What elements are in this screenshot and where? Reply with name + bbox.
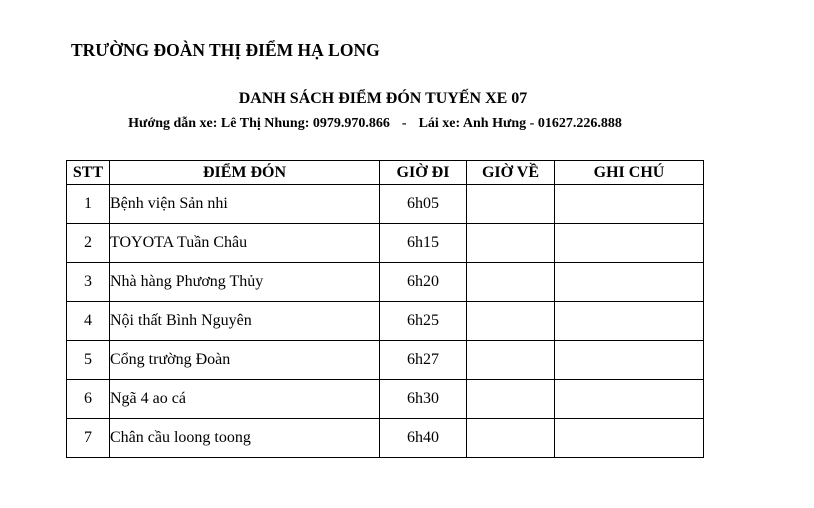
table-row	[67, 302, 704, 341]
note-cell	[555, 224, 704, 263]
depart-time: 6h15	[380, 224, 467, 263]
row-number: 4	[67, 302, 110, 341]
return-time	[467, 380, 555, 419]
return-time	[467, 263, 555, 302]
column-header-note: GHI CHÚ	[555, 161, 704, 185]
depart-time: 6h30	[380, 380, 467, 419]
note-cell	[555, 419, 704, 458]
note-cell	[555, 263, 704, 302]
stop-name: Cổng trường Đoàn	[110, 341, 380, 380]
column-header-depart-time: GIỜ ĐI	[380, 161, 467, 185]
return-time	[467, 341, 555, 380]
contact-separator: -	[401, 116, 407, 131]
row-number: 6	[67, 380, 110, 419]
table-row	[67, 419, 704, 458]
return-time	[467, 302, 555, 341]
note-cell	[555, 341, 704, 380]
column-header-stt: STT	[67, 161, 110, 185]
depart-time: 6h20	[380, 263, 467, 302]
depart-time: 6h25	[380, 302, 467, 341]
stop-name: Nội thất Bình Nguyên	[110, 302, 380, 341]
route-contact-line	[0, 116, 750, 132]
table-row	[67, 185, 704, 224]
table-header-row	[67, 161, 704, 185]
row-number: 3	[67, 263, 110, 302]
depart-time: 6h40	[380, 419, 467, 458]
stop-name: Nhà hàng Phương Thủy	[110, 263, 380, 302]
column-header-return-time: GIỜ VỀ	[467, 161, 555, 185]
guide-contact: Hướng dẫn xe: Lê Thị Nhung: 0979.970.866	[128, 116, 390, 131]
row-number: 7	[67, 419, 110, 458]
stop-name: Bệnh viện Sản nhi	[110, 185, 380, 224]
depart-time: 6h05	[380, 185, 467, 224]
organization-title: TRƯỜNG ĐOÀN THỊ ĐIỂM HẠ LONG	[71, 40, 380, 60]
document-title: DANH SÁCH ĐIỂM ĐÓN TUYẾN XE 07	[238, 90, 528, 107]
row-number: 1	[67, 185, 110, 224]
note-cell	[555, 185, 704, 224]
depart-time: 6h27	[380, 341, 467, 380]
note-cell	[555, 380, 704, 419]
table-row	[67, 341, 704, 380]
table-row	[67, 224, 704, 263]
row-number: 5	[67, 341, 110, 380]
driver-contact: Lái xe: Anh Hưng - 01627.226.888	[418, 116, 622, 131]
stop-name: TOYOTA Tuần Châu	[110, 224, 380, 263]
row-number: 2	[67, 224, 110, 263]
column-header-stop: ĐIỂM ĐÓN	[110, 161, 380, 185]
table-row	[67, 263, 704, 302]
pickup-stops-table	[66, 160, 704, 458]
return-time	[467, 419, 555, 458]
stop-name: Chân cầu loong toong	[110, 419, 380, 458]
return-time	[467, 185, 555, 224]
return-time	[467, 224, 555, 263]
table-row	[67, 380, 704, 419]
stop-name: Ngã 4 ao cá	[110, 380, 380, 419]
note-cell	[555, 302, 704, 341]
